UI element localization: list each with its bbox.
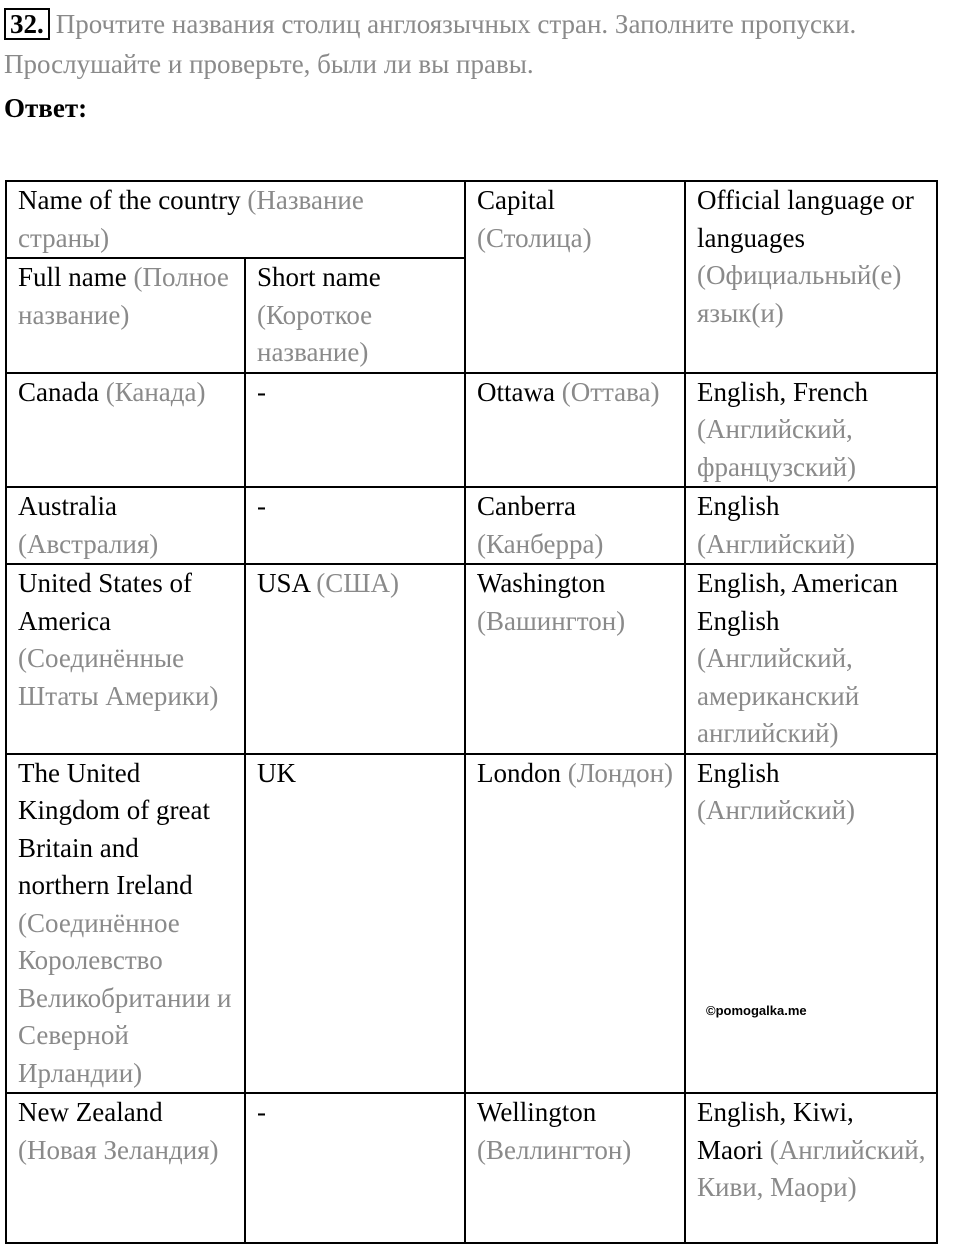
table-row: [6, 487, 937, 564]
table-row: [6, 754, 937, 1094]
cell-full-name: The United Kingdom of great Britain and northern Ireland (Соединённое Королевство Великобритании и Северной Ирландии): [6, 754, 245, 1094]
table-row: [6, 1093, 937, 1243]
header-full-name: Full name (Полное название): [6, 258, 245, 373]
header-short-name: Short name (Короткое название): [245, 258, 465, 373]
capitals-table: [5, 180, 938, 1244]
cell-language: English, American English (Английский, американский английский): [685, 564, 937, 754]
cell-short-name: UK: [245, 754, 465, 1094]
task-statement: [4, 4, 956, 84]
header-country: Name of the country (Название страны): [6, 181, 465, 258]
table-row: [6, 373, 937, 488]
table-row: [6, 564, 937, 754]
cell-capital: Washington (Вашингтон): [465, 564, 685, 754]
task-number: 32.: [4, 8, 50, 40]
cell-full-name: Canada (Канада): [6, 373, 245, 488]
cell-language: English (Английский): [685, 754, 937, 1094]
cell-full-name: New Zealand (Новая Зеландия): [6, 1093, 245, 1243]
header-language: Official language or languages (Официальный(е) язык(и): [685, 181, 937, 373]
cell-full-name: Australia (Австралия): [6, 487, 245, 564]
cell-capital: Ottawa (Оттава): [465, 373, 685, 488]
header-row: [6, 181, 937, 258]
cell-capital: Canberra (Канберра): [465, 487, 685, 564]
header-capital: Capital (Столица): [465, 181, 685, 373]
answer-label: Ответ:: [4, 93, 88, 123]
cell-short-name: USA (США): [245, 564, 465, 754]
cell-full-name: United States of America (Соединённые Штаты Америки): [6, 564, 245, 754]
cell-short-name: -: [245, 373, 465, 488]
cell-language: English, Kiwi, Maori (Английский, Киви, Маори): [685, 1093, 937, 1243]
cell-capital: London (Лондон): [465, 754, 685, 1094]
cell-language: English (Английский): [685, 487, 937, 564]
watermark: ©pomogalka.me: [706, 1003, 807, 1018]
cell-language: English, French (Английский, французский): [685, 373, 937, 488]
cell-capital: Wellington (Веллингтон): [465, 1093, 685, 1243]
cell-short-name: -: [245, 487, 465, 564]
cell-short-name: -: [245, 1093, 465, 1243]
task-text: Прочтите названия столиц англоязычных стран. Заполните пропуски. Прослушайте и проверьте, были ли вы правы.: [4, 9, 857, 79]
